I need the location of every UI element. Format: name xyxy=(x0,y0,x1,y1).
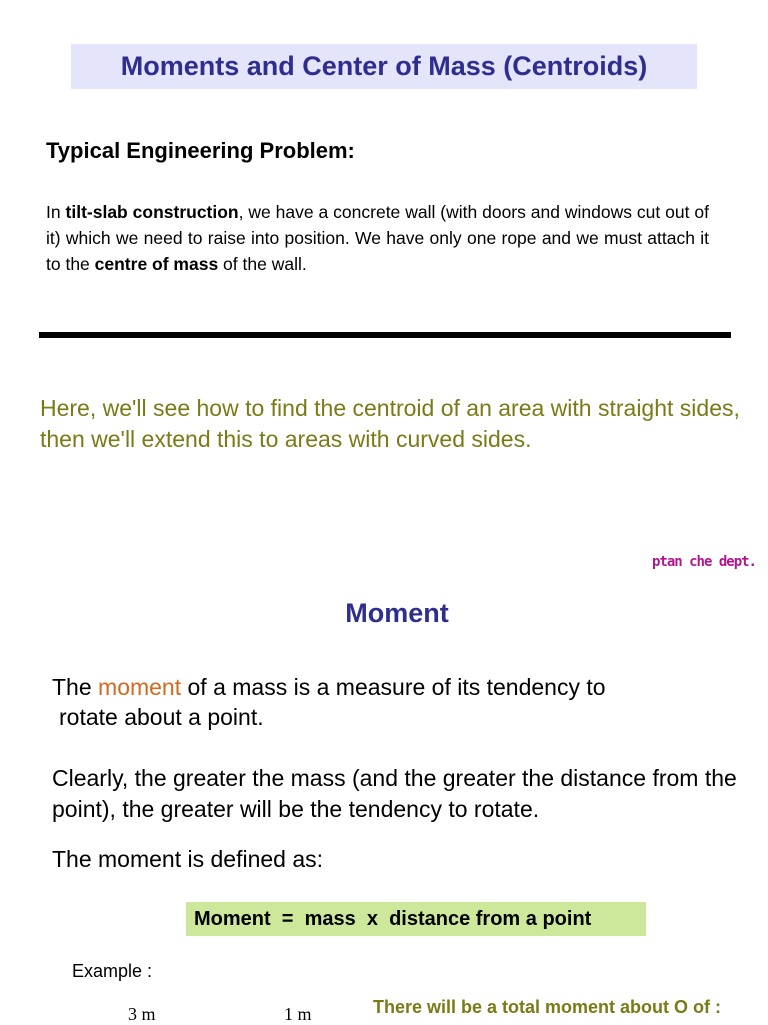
moment-heading: Moment xyxy=(345,598,449,628)
problem-paragraph xyxy=(46,199,709,277)
problem-bold-centre-of-mass: centre of mass xyxy=(94,254,219,274)
formula-text: Moment = mass x distance from a point xyxy=(194,907,592,930)
example-label: Example : xyxy=(72,961,153,981)
problem-bold-tilt-slab: tilt-slab construction xyxy=(65,202,239,222)
intro-paragraph: Here, we'll see how to find the centroid of an area with straight sides, then we'll extend this to areas with curved sides. xyxy=(40,395,740,452)
clearly-paragraph: Clearly, the greater the mass (and the greater the distance from the point), the greater will be the tendency to rotate. xyxy=(52,765,737,822)
page-title: Moments and Center of Mass (Centroids) xyxy=(120,51,648,81)
section-divider xyxy=(39,332,731,338)
problem-heading: Typical Engineering Problem: xyxy=(46,138,355,163)
problem-text-post: of the wall. xyxy=(218,254,307,274)
definition-text-pre: The xyxy=(52,674,99,700)
definition-line-2: rotate about a point. xyxy=(59,704,264,730)
definition-text-post: of a mass is a measure of its tendency to xyxy=(181,674,606,700)
problem-text-pre: In xyxy=(46,202,66,222)
distance-label-1m: 1 m xyxy=(284,1004,312,1024)
problem-text-mid: , we have a concrete wall (with doors and windows cut out of it) which we need to raise into position. We have only one rope and we must attach it to the xyxy=(46,202,709,274)
formula-box xyxy=(186,902,646,936)
moment-keyword: moment xyxy=(98,674,182,700)
defined-as-text: The moment is defined as: xyxy=(52,846,324,872)
distance-label-3m: 3 m xyxy=(128,1004,156,1024)
title-banner xyxy=(71,44,697,89)
credit-label: ptan che dept. xyxy=(651,554,756,570)
total-moment-text: There will be a total moment about O of : xyxy=(373,997,722,1017)
moment-definition xyxy=(52,672,752,732)
